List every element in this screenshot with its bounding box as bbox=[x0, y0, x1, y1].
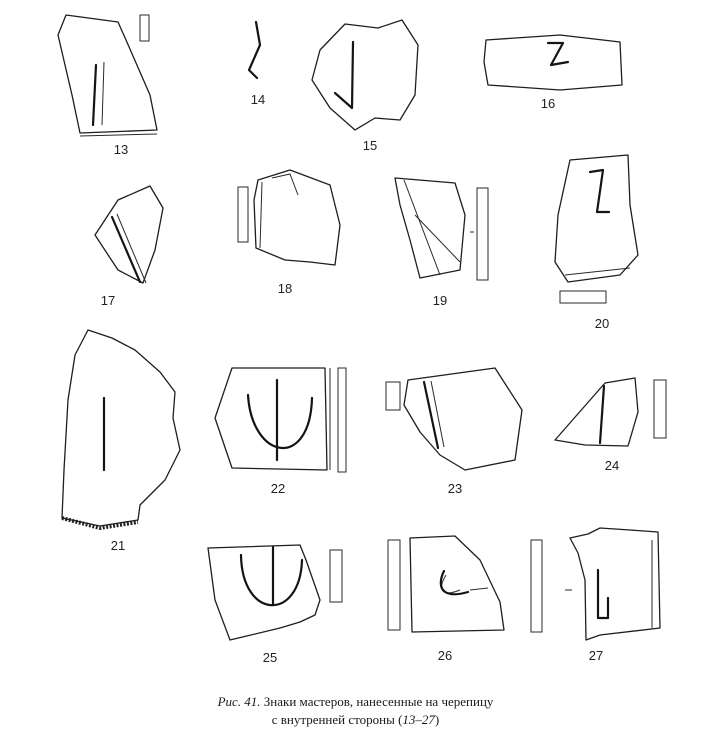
fragment-label-16: 16 bbox=[540, 96, 556, 111]
fragment-label-21: 21 bbox=[110, 538, 126, 553]
fragment-label-17: 17 bbox=[100, 293, 116, 308]
fragment-21 bbox=[62, 330, 180, 553]
caption-text-2: с внутренней стороны ( bbox=[271, 712, 403, 727]
figure-caption-line-2 bbox=[0, 712, 711, 728]
fragment-25 bbox=[208, 545, 342, 665]
fragment-23 bbox=[386, 368, 522, 496]
fragment-19 bbox=[395, 178, 488, 308]
figure-number: Рис. 41. bbox=[217, 694, 261, 709]
fragment-label-13: 13 bbox=[113, 142, 129, 157]
fragment-20 bbox=[555, 155, 638, 331]
caption-text: Знаки мастеров, нанесенные на черепицу bbox=[260, 694, 494, 709]
fragment-24 bbox=[555, 378, 666, 473]
fragment-label-18: 18 bbox=[277, 281, 293, 296]
fragment-label-26: 26 bbox=[437, 648, 453, 663]
fragment-22 bbox=[215, 368, 346, 496]
fragment-14 bbox=[249, 22, 265, 107]
fragment-16 bbox=[484, 35, 622, 111]
fragment-13 bbox=[58, 15, 157, 157]
fragment-15 bbox=[312, 20, 418, 153]
figure-caption-line-1 bbox=[0, 694, 711, 710]
fragment-18 bbox=[238, 170, 340, 296]
fragment-label-23: 23 bbox=[447, 481, 463, 496]
fragment-27 bbox=[531, 528, 660, 663]
fragment-17 bbox=[95, 186, 163, 308]
fragment-26 bbox=[388, 536, 504, 663]
fragment-label-27: 27 bbox=[588, 648, 604, 663]
fragment-label-25: 25 bbox=[262, 650, 278, 665]
caption-close: ) bbox=[434, 712, 440, 727]
fragment-label-14: 14 bbox=[250, 92, 266, 107]
fragment-label-15: 15 bbox=[362, 138, 378, 153]
fragment-label-19: 19 bbox=[432, 293, 448, 308]
fragment-label-24: 24 bbox=[604, 458, 620, 473]
fragment-label-20: 20 bbox=[594, 316, 610, 331]
fragment-label-22: 22 bbox=[270, 481, 286, 496]
caption-range: 13–27 bbox=[402, 712, 435, 727]
